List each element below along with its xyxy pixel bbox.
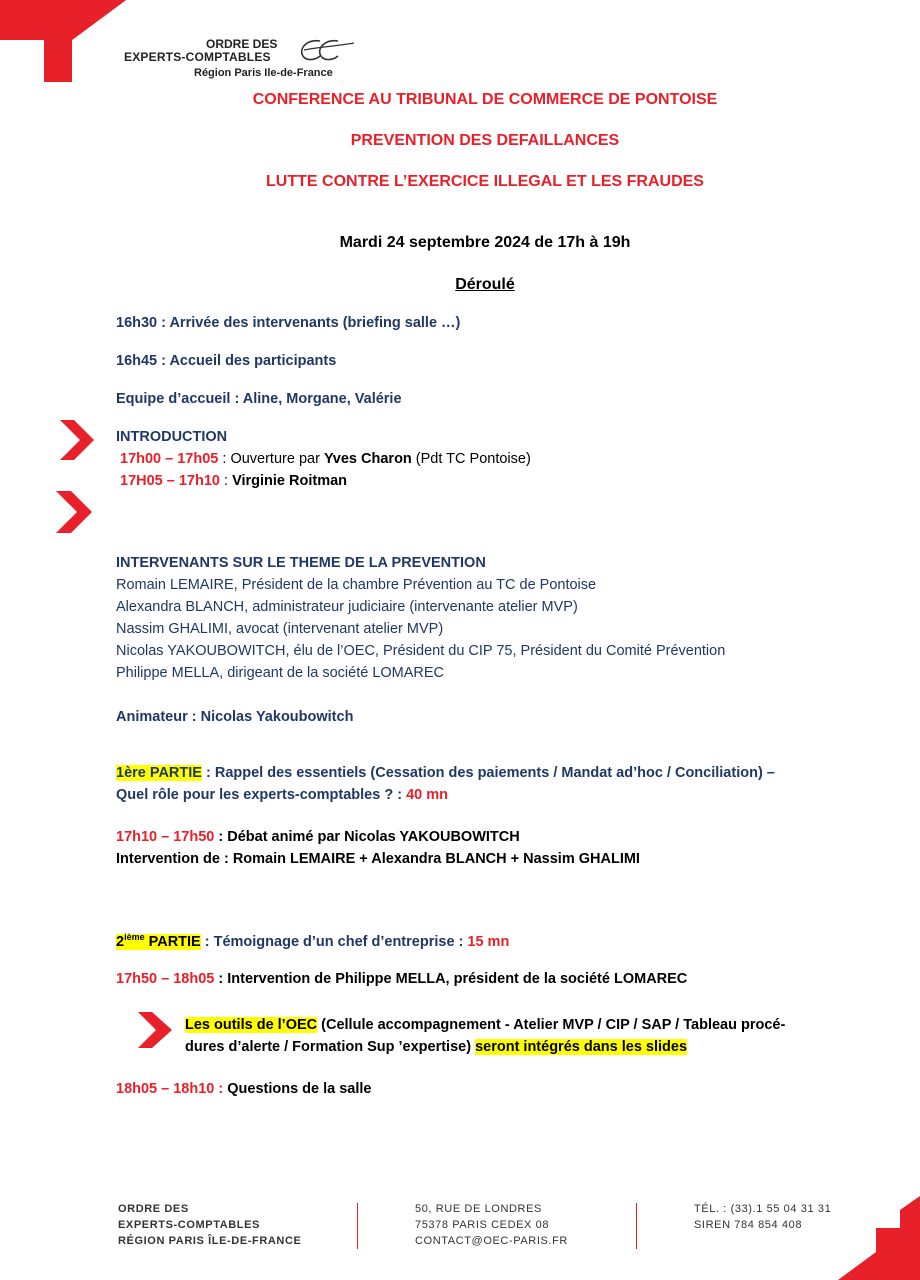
- footer-divider: [357, 1203, 358, 1249]
- intro-name2: Virginie Roitman: [232, 473, 348, 489]
- footer-org-line: EXPERTS-COMPTABLES: [118, 1219, 260, 1231]
- tools-text2: dures d’alerte / Formation Sup ’expertise): [185, 1039, 476, 1055]
- schedule-welcome: 16h45 : Accueil des participants: [116, 353, 337, 369]
- part1-speakers: Intervention de : Romain LEMAIRE + Alexandra BLANCH + Nassim GHALIMI: [116, 851, 640, 867]
- part2-text: : Témoignage d’un chef d’entreprise :: [200, 933, 468, 950]
- event-date: Mardi 24 septembre 2024 de 17h à 19h: [339, 234, 631, 251]
- speaker-item: Philippe MELLA, dirigeant de la société LOMAREC: [116, 665, 445, 681]
- intro-time2: 17H05 – 17h10: [120, 473, 220, 489]
- part2-title: [116, 926, 509, 953]
- logo-line2: EXPERTS-COMPTABLES: [124, 50, 271, 64]
- part2-label-num: 2: [116, 933, 125, 950]
- intro-time1: 17h00 – 17h05: [120, 451, 219, 467]
- tools-line2: [185, 1036, 687, 1058]
- schedule-team: Equipe d’accueil : Aline, Morgane, Valérie: [116, 391, 402, 407]
- speakers-heading: INTERVENANTS SUR LE THEME DE LA PREVENTION: [116, 555, 486, 571]
- intro-sep2: :: [219, 473, 233, 489]
- intro-line1: [120, 448, 531, 470]
- intro-heading: INTRODUCTION: [116, 429, 228, 445]
- schedule-arrival: 16h30 : Arrivée des intervenants (briefing salle …): [116, 315, 461, 331]
- footer-divider: [636, 1203, 637, 1249]
- intro-line2: [120, 470, 347, 492]
- part1-title-line2: [116, 784, 448, 806]
- footer: [0, 1195, 920, 1280]
- part1-time: 17h10 – 17h50: [116, 829, 215, 845]
- footer-siren: SIREN 784 854 408: [694, 1219, 803, 1231]
- questions-line: [116, 1078, 372, 1100]
- questions-text: Questions de la salle: [223, 1081, 372, 1097]
- part1-title-line1: [116, 762, 775, 784]
- tools-line1: [185, 1014, 785, 1036]
- tools-text1: (Cellule accompagnement - Atelier MVP / CIP / SAP / Tableau procé-: [317, 1017, 786, 1033]
- part2-intervention-text: : Intervention de Philippe MELLA, président de la société LOMAREC: [214, 971, 688, 987]
- part1-text1: : Rappel des essentiels (Cessation des paiements / Mandat ad’hoc / Conciliation) –: [201, 765, 775, 781]
- part2-intervention: [116, 968, 687, 990]
- tools-highlight2: seront intégrés dans les slides: [475, 1039, 688, 1055]
- part1-duration: 40 mn: [406, 787, 448, 803]
- title-lutte: LUTTE CONTRE L’EXERCICE ILLEGAL ET LES FRAUDES: [266, 173, 704, 190]
- speaker-item: Alexandra BLANCH, administrateur judiciaire (intervenante atelier MVP): [116, 599, 578, 615]
- footer-phone: TÉL. : (33).1 55 04 31 31: [694, 1203, 832, 1215]
- intro-name1: Yves Charon: [323, 451, 412, 467]
- footer-org: [118, 1201, 301, 1249]
- corner-decoration-bottom: [838, 1196, 920, 1280]
- logo-line3: Région Paris Ile-de-France: [194, 67, 333, 79]
- part2-label-rest: PARTIE: [144, 933, 201, 950]
- footer-address: [415, 1201, 568, 1249]
- part2-label: [116, 934, 201, 950]
- title-prevention: PREVENTION DES DEFAILLANCES: [350, 132, 620, 149]
- speakers-host: Animateur : Nicolas Yakoubowitch: [116, 709, 354, 725]
- footer-org-line: RÉGION PARIS ÎLE-DE-FRANCE: [118, 1235, 302, 1247]
- intro-rest1: (Pdt TC Pontoise): [411, 451, 531, 467]
- tools-highlight: Les outils de l’OEC: [185, 1017, 318, 1033]
- logo-ec-icon: [298, 37, 358, 65]
- part1-label: 1ère PARTIE: [116, 765, 202, 781]
- footer-address-line: 50, RUE DE LONDRES: [415, 1203, 542, 1215]
- questions-time: 18h05 – 18h10 :: [116, 1081, 224, 1097]
- part2-time: 17h50 – 18h05: [116, 971, 215, 987]
- intro-sep1: : Ouverture par: [218, 451, 324, 467]
- part1-text2: Quel rôle pour les experts-comptables ? :: [116, 787, 407, 803]
- footer-org-line: ORDRE DES: [118, 1203, 189, 1215]
- chevron-arrow-icon: [138, 1012, 172, 1048]
- logo-line1: ORDRE DES: [206, 37, 278, 51]
- chevron-arrow-icon: [60, 420, 94, 460]
- speaker-item: Romain LEMAIRE, Président de la chambre Prévention au TC de Pontoise: [116, 577, 597, 593]
- part1-debate-text: : Débat animé par Nicolas YAKOUBOWITCH: [214, 829, 520, 845]
- speaker-item: Nicolas YAKOUBOWITCH, élu de l’OEC, Président du CIP 75, Président du Comité Prévention: [116, 643, 726, 659]
- logo: [124, 37, 364, 83]
- speaker-item: Nassim GHALIMI, avocat (intervenant atelier MVP): [116, 621, 444, 637]
- title-conference: CONFERENCE AU TRIBUNAL DE COMMERCE DE PONTOISE: [252, 91, 718, 108]
- footer-contact: [694, 1201, 831, 1233]
- deroule-heading: Déroulé: [455, 276, 515, 293]
- part1-debate: [116, 826, 520, 848]
- corner-decoration-top: [0, 0, 130, 85]
- chevron-arrow-icon: [56, 491, 92, 533]
- footer-address-line: 75378 PARIS CEDEX 08: [415, 1219, 550, 1231]
- part2-duration: 15 mn: [467, 933, 510, 950]
- footer-email: CONTACT@OEC-PARIS.FR: [415, 1235, 568, 1247]
- part2-label-sup: ième: [124, 932, 145, 942]
